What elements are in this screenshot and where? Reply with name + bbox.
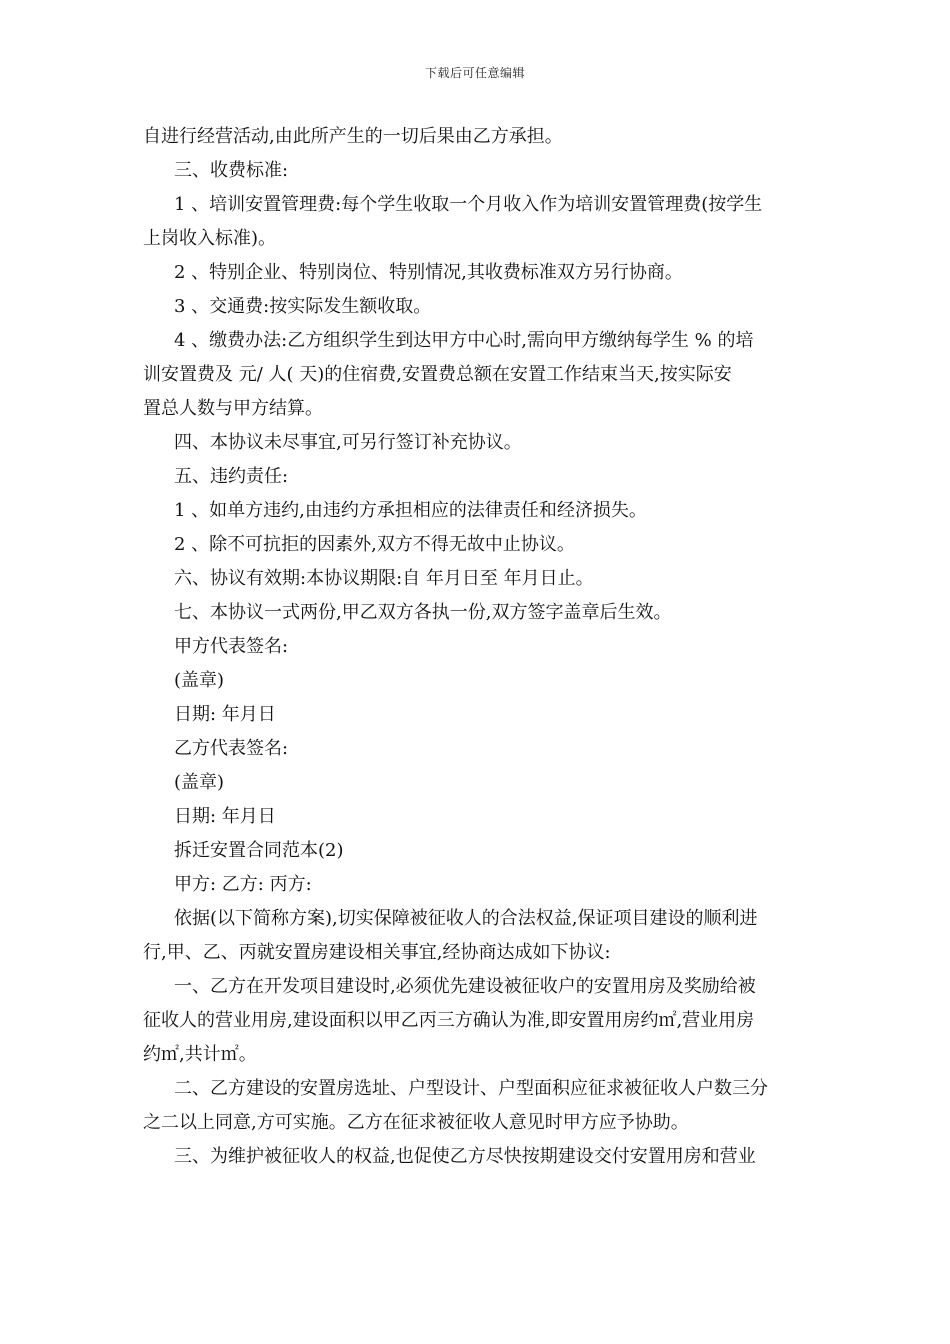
- text-line: 4 、缴费办法:乙方组织学生到达甲方中心时,需向甲方缴纳每学生 % 的培: [174, 330, 754, 351]
- signature-label: 乙方代表签名:: [174, 738, 289, 759]
- text-line: 二、乙方建设的安置房选址、户型设计、户型面积应征求被征收人户数三分: [174, 1078, 768, 1099]
- text-line: 征收人的营业用房,建设面积以甲乙丙三方确认为准,即安置用房约㎡,营业用房: [143, 1010, 755, 1031]
- text-line: 1 、培训安置管理费:每个学生收取一个月收入作为培训安置管理费(按学生: [174, 194, 763, 215]
- section-heading: 七、本协议一式两份,甲乙双方各执一份,双方签字盖章后生效。: [174, 602, 672, 623]
- seal-label: (盖章): [174, 670, 225, 691]
- signature-label: 甲方代表签名:: [174, 636, 289, 657]
- document-title: 拆迁安置合同范本(2): [174, 840, 344, 861]
- document-body: [143, 120, 807, 1174]
- text-line: 上岗收入标准)。: [143, 228, 277, 249]
- text-line: 行,甲、乙、丙就安置房建设相关事宜,经协商达成如下协议:: [143, 942, 611, 963]
- date-label: 日期: 年月日: [174, 704, 276, 725]
- seal-label: (盖章): [174, 772, 225, 793]
- date-label: 日期: 年月日: [174, 806, 276, 827]
- section-heading: 五、违约责任:: [174, 466, 289, 487]
- section-heading: 三、收费标准:: [174, 160, 289, 181]
- text-line: 依据(以下简称方案),切实保障被征收人的合法权益,保证项目建设的顺利进: [174, 908, 758, 929]
- text-line: 2 、除不可抗拒的因素外,双方不得无故中止协议。: [174, 534, 575, 555]
- section-heading: 六、协议有效期:本协议期限:自 年月日至 年月日止。: [174, 568, 594, 589]
- text-line: 三、为维护被征收人的权益,也促使乙方尽快按期建设交付安置用房和营业: [174, 1146, 756, 1167]
- text-line: 置总人数与甲方结算。: [143, 398, 323, 419]
- text-line: 之二以上同意,方可实施。乙方在征求被征收人意见时甲方应予协助。: [143, 1112, 689, 1133]
- section-heading: 四、本协议未尽事宜,可另行签订补充协议。: [174, 432, 522, 453]
- text-line: 自进行经营活动,由此所产生的一切后果由乙方承担。: [143, 126, 563, 147]
- text-line: 2 、特别企业、特别岗位、特别情况,其收费标准双方另行协商。: [174, 262, 683, 283]
- parties-line: 甲方: 乙方: 丙方:: [174, 874, 312, 895]
- text-line: 1 、如单方违约,由违约方承担相应的法律责任和经济损失。: [174, 500, 647, 521]
- text-line: 训安置费及 元/ 人( 天)的住宿费,安置费总额在安置工作结束当天,按实际安: [143, 364, 732, 385]
- text-line: 一、乙方在开发项目建设时,必须优先建设被征收户的安置用房及奖励给被: [174, 976, 756, 997]
- text-line: 约㎡,共计㎡。: [143, 1044, 257, 1065]
- page-header: 下载后可任意编辑: [424, 66, 525, 80]
- text-line: 3 、交通费:按实际发生额收取。: [174, 296, 432, 317]
